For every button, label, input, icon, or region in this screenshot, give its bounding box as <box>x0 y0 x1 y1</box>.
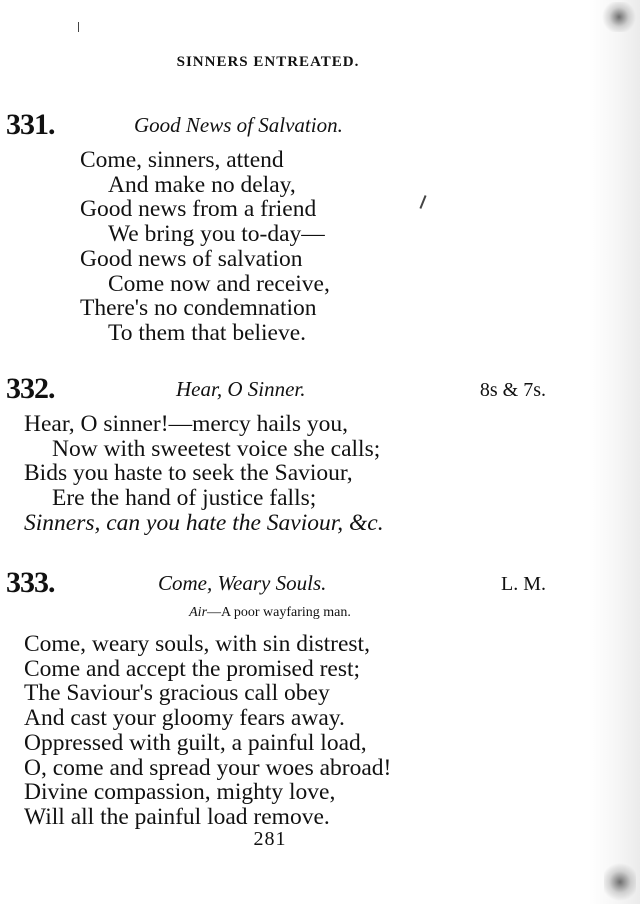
air-label: Air <box>189 605 208 620</box>
hymn-meter: 8s & 7s. <box>479 379 546 401</box>
verse-line: Oppressed with guilt, a painful load, <box>24 729 367 756</box>
hymn-title: Hear, O Sinner. <box>176 377 306 401</box>
verse-line: Will all the painful load remove. <box>24 803 330 830</box>
verse-line: Come, weary souls, with sin distrest, <box>24 631 370 657</box>
verse-line: Divine compassion, mighty love, <box>24 779 336 806</box>
verse-line-chorus: Sinners, can you hate the Saviour, &c. <box>24 509 384 536</box>
verse-line: We bring you to-day— <box>108 221 325 248</box>
hymn-number: 333. <box>6 566 55 599</box>
hymn-number: 331. <box>6 108 55 141</box>
verse-line: And make no delay, <box>108 171 296 198</box>
verse-line: Come and accept the promised rest; <box>24 655 361 682</box>
hymn-heading-331 <box>6 108 546 144</box>
verse-line: Ere the hand of justice falls; <box>52 485 317 512</box>
hymn-heading-333 <box>6 566 546 602</box>
verse-line: Come now and receive, <box>108 270 330 297</box>
stray-pen-mark <box>419 195 426 209</box>
air-tune: A poor wayfaring man. <box>221 605 351 620</box>
hymn-title: Good News of Salvation. <box>134 113 343 137</box>
verse-line: To them that believe. <box>108 319 307 346</box>
verse-line: The Saviour's gracious call obey <box>24 680 330 707</box>
verse-line: Hear, O sinner!—mercy hails you, <box>24 411 349 437</box>
verse-line: And cast your gloomy fears away. <box>24 705 345 732</box>
hymn-air-line <box>0 605 540 621</box>
hymn-verse-333 <box>24 632 391 830</box>
edge-tick-mark <box>78 22 79 32</box>
hymn-verse-332 <box>24 412 384 536</box>
ink-speckle-bottom <box>604 860 636 904</box>
hymn-title: Come, Weary Souls. <box>158 571 327 595</box>
verse-line: O, come and spread your woes abroad! <box>24 754 392 781</box>
ink-speckle-top <box>600 2 638 32</box>
hymn-heading-332 <box>6 372 546 408</box>
verse-line: Good news from a friend <box>80 196 317 223</box>
page-edge-shadow <box>588 0 640 904</box>
running-header: SINNERS ENTREATED. <box>176 54 360 70</box>
air-dash: — <box>207 605 222 620</box>
verse-line: Good news of salvation <box>80 245 303 272</box>
hymn-meter: L. M. <box>501 573 546 595</box>
hymn-number: 332. <box>6 372 55 405</box>
verse-line: There's no condemnation <box>80 295 317 322</box>
verse-line: Come, sinners, attend <box>80 147 284 173</box>
page-number: 281 <box>253 828 287 850</box>
verse-line: Bids you haste to seek the Saviour, <box>24 460 353 487</box>
verse-line: Now with sweetest voice she calls; <box>52 435 381 462</box>
hymn-verse-331 <box>80 148 330 346</box>
